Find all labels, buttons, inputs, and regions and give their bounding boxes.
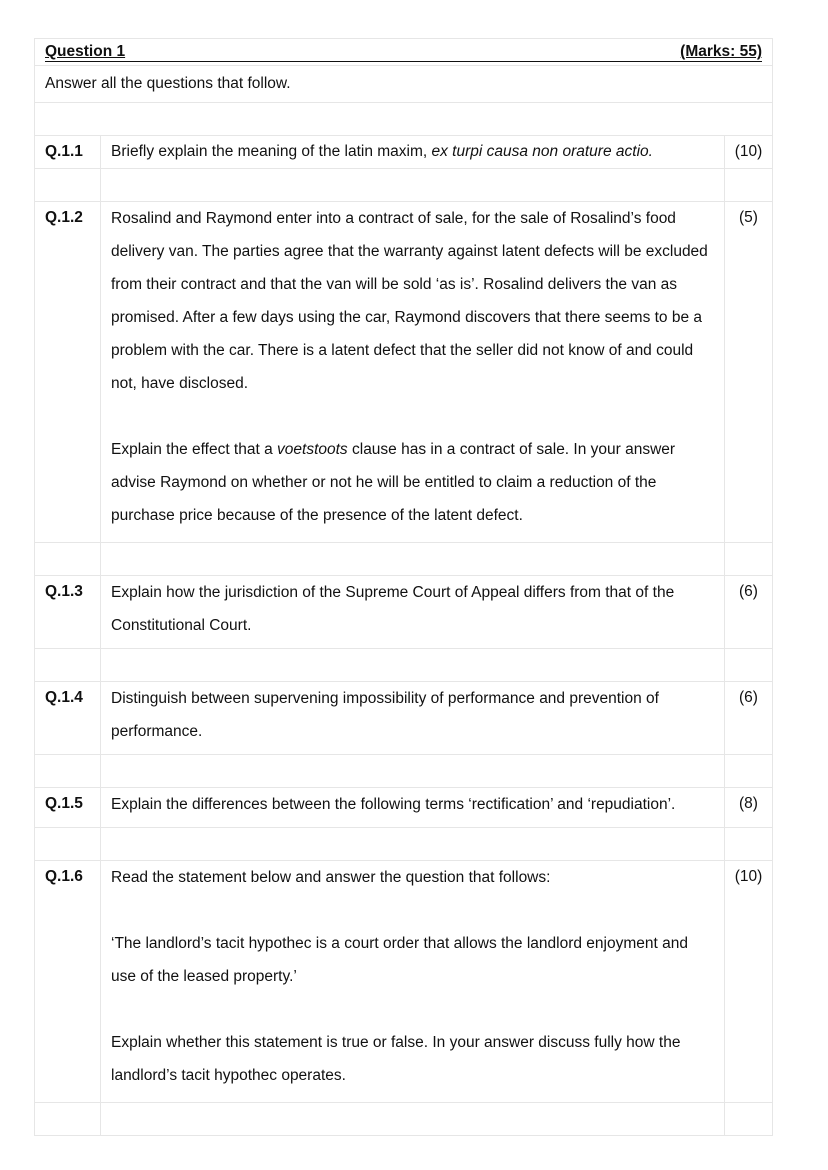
question-title: Question 1: [45, 43, 126, 60]
instruction-paragraph: Explain the effect that a voetstoots clause has in a contract of sale. In your answer advise Raymond on whether or not he will be entitled to claim a reduction of the purchase price because of the presence of the latent defect.: [111, 441, 676, 524]
question-marks: (10): [725, 861, 773, 1103]
question-sheet: [34, 38, 772, 1136]
question-row-1-6: [35, 861, 773, 1103]
header-row: [35, 39, 773, 66]
question-row-1-3: [35, 576, 773, 649]
spacer-row: [35, 755, 773, 788]
instruction-paragraph: Read the statement below and answer the question that follows:: [111, 869, 551, 886]
question-number: Q.1.2: [35, 202, 101, 543]
intro-row: [35, 66, 773, 103]
question-number: Q.1.4: [35, 682, 101, 755]
question-number: Q.1.1: [35, 136, 101, 169]
statement-quote: ‘The landlord’s tacit hypothec is a court order that allows the landlord enjoyment and use of the leased property.’: [111, 935, 688, 985]
scenario-paragraph: Rosalind and Raymond enter into a contract of sale, for the sale of Rosalind’s food delivery van. The parties agree that the warranty against latent defects will be excluded from their contract and that the van will be sold ‘as is’. Rosalind delivers the van as promised. After a few days using the car, Raymond discovers that there seems to be a problem with the car. There is a latent defect that the seller did not know of and could not, have disclosed.: [111, 210, 708, 392]
question-marks: (6): [725, 682, 773, 755]
question-row-1-1: [35, 136, 773, 169]
question-marks: (5): [725, 202, 773, 543]
spacer-row: [35, 169, 773, 202]
voetstoots-term: voetstoots: [277, 441, 348, 458]
question-number: Q.1.3: [35, 576, 101, 649]
question-number: Q.1.6: [35, 861, 101, 1103]
question-number: Q.1.5: [35, 788, 101, 828]
question-table: [34, 38, 773, 1136]
question-row-1-4: [35, 682, 773, 755]
question-row-1-5: [35, 788, 773, 828]
spacer-row: [35, 649, 773, 682]
task-paragraph: Explain whether this statement is true or false. In your answer discuss fully how the landlord’s tacit hypothec operates.: [111, 1034, 681, 1084]
question-marks: (10): [725, 136, 773, 169]
latin-maxim: ex turpi causa non orature actio.: [431, 143, 653, 160]
question-text: Explain how the jurisdiction of the Supreme Court of Appeal differs from that of the Constitutional Court.: [101, 576, 725, 649]
instructions: Answer all the questions that follow.: [35, 66, 773, 103]
spacer-row: [35, 1103, 773, 1136]
spacer-row: [35, 543, 773, 576]
question-text: Distinguish between supervening impossibility of performance and prevention of performance.: [101, 682, 725, 755]
question-text: [101, 136, 725, 169]
question-text: [101, 861, 725, 1103]
question-text: Explain the differences between the following terms ‘rectification’ and ‘repudiation’.: [101, 788, 725, 828]
question-text-plain: Briefly explain the meaning of the latin maxim,: [111, 143, 432, 160]
spacer-row: [35, 103, 773, 136]
spacer-row: [35, 828, 773, 861]
question-text: [101, 202, 725, 543]
total-marks: (Marks: 55): [680, 43, 762, 60]
question-row-1-2: [35, 202, 773, 543]
question-marks: (6): [725, 576, 773, 649]
question-marks: (8): [725, 788, 773, 828]
